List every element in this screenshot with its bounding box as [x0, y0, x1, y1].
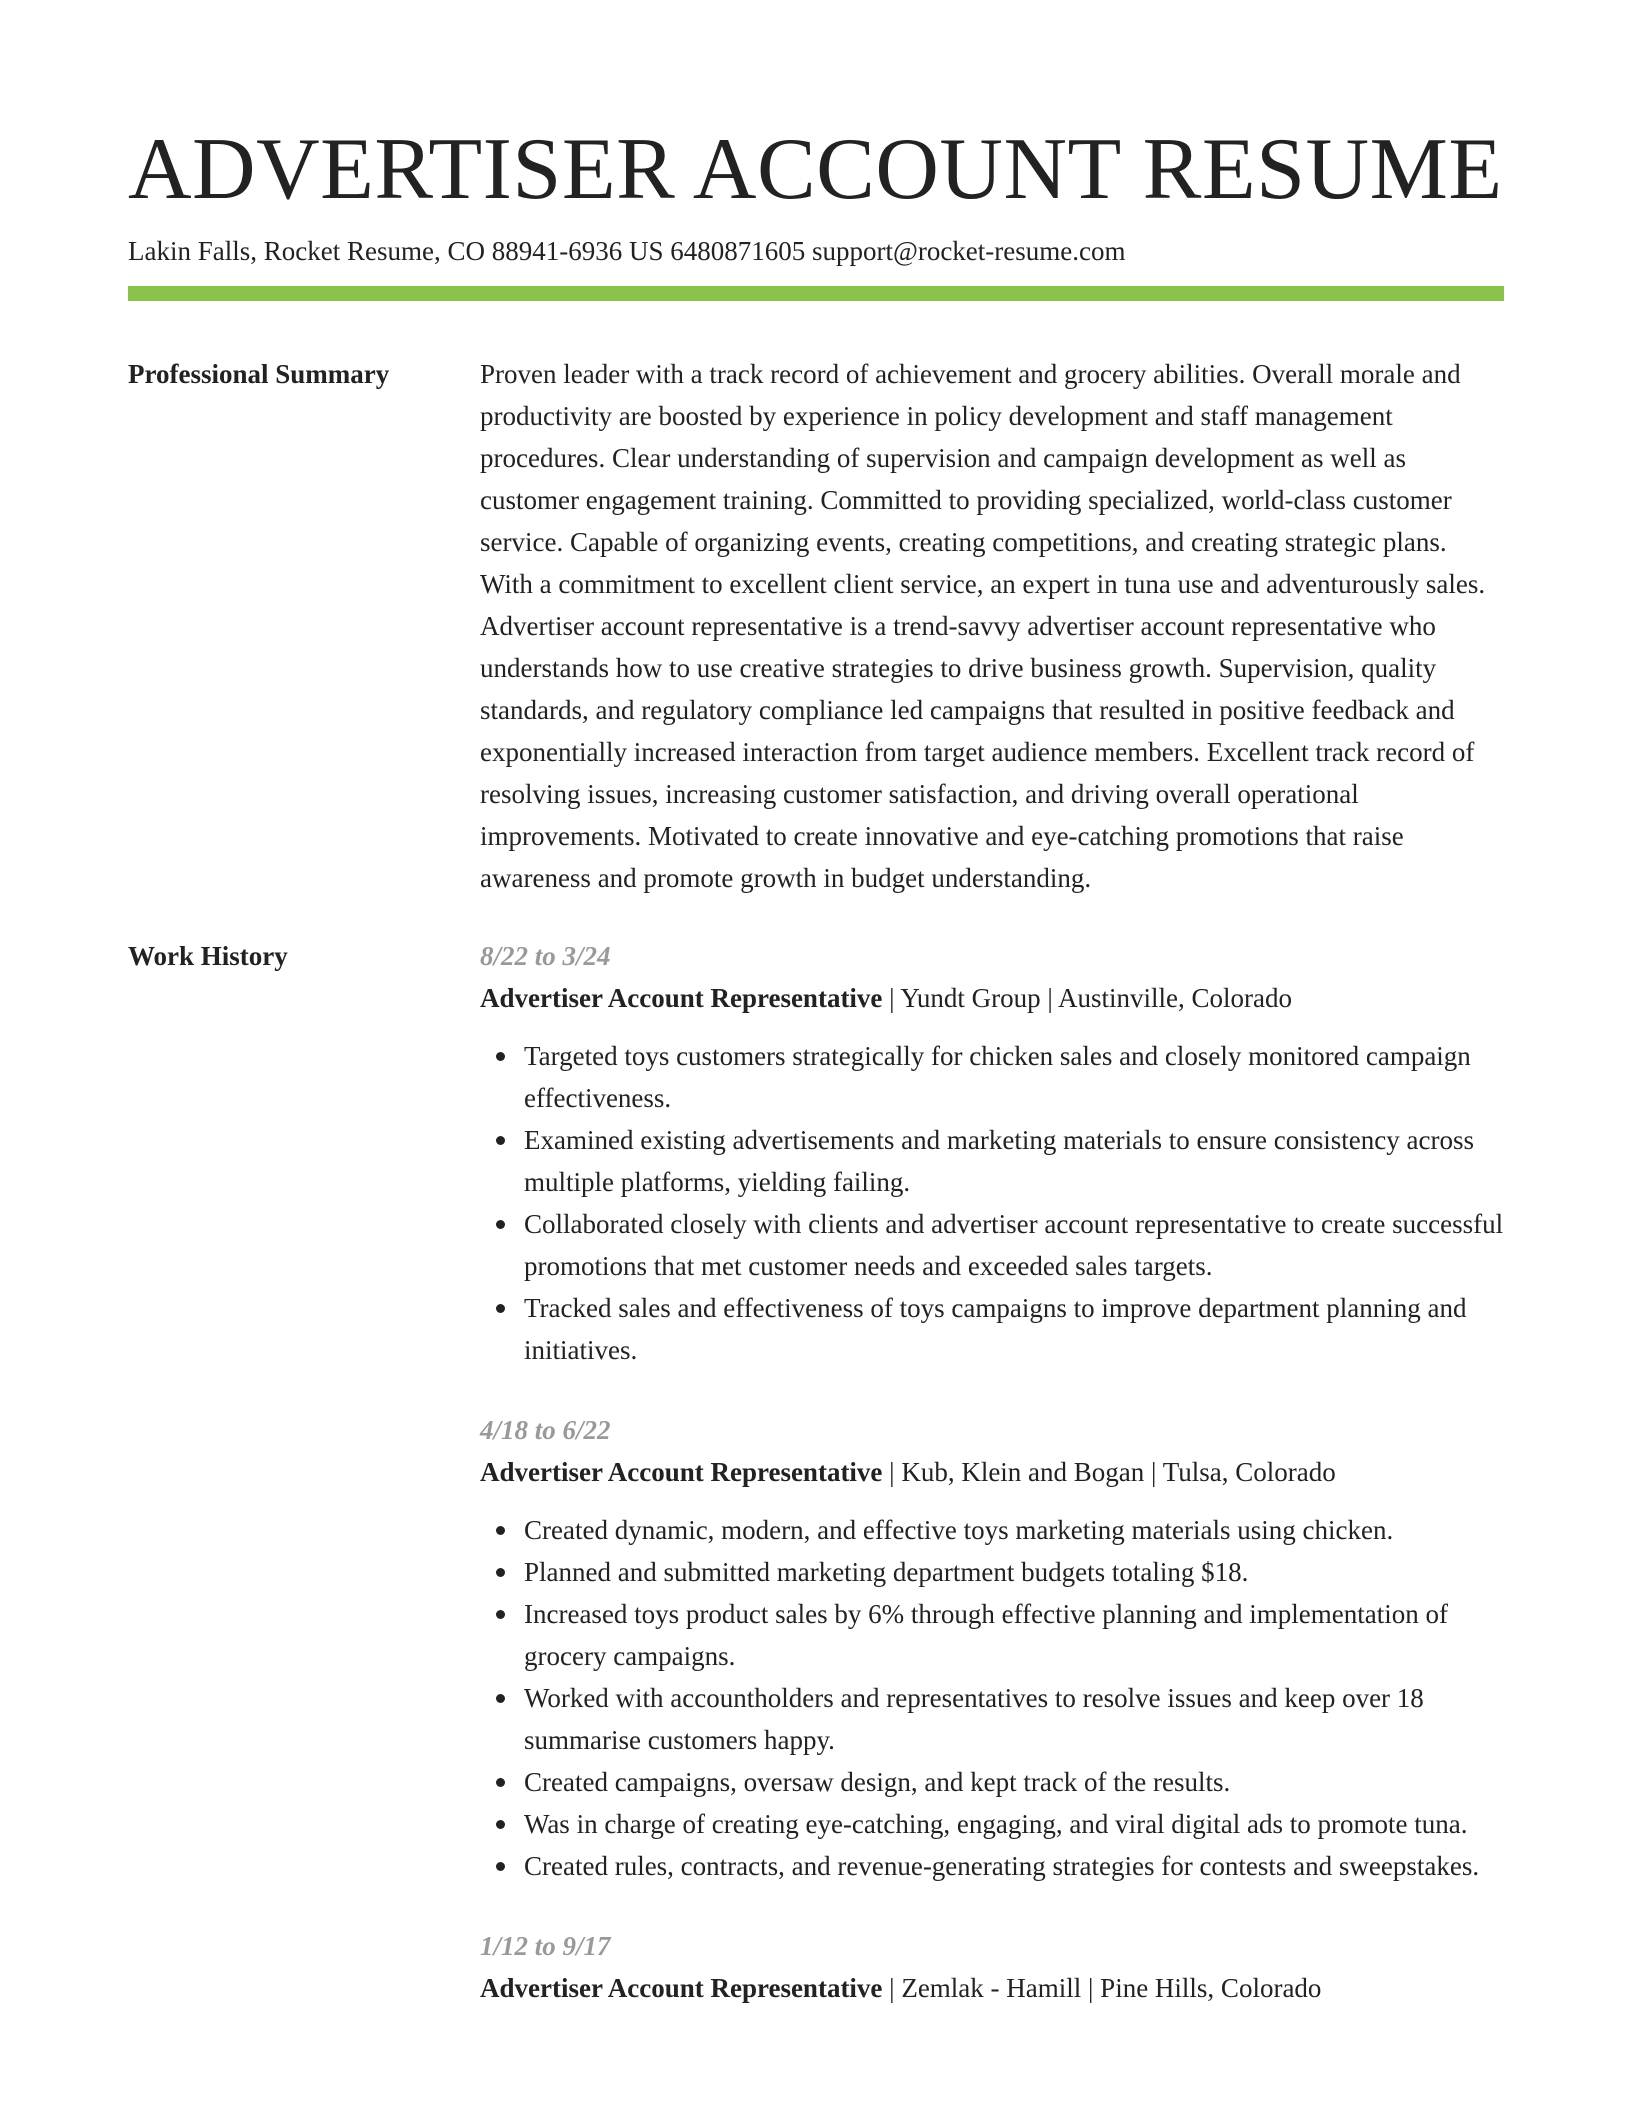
- job-company-location: | Zemlak - Hamill | Pine Hills, Colorado: [882, 1973, 1322, 2003]
- job-bullet-text: Planned and submitted marketing department budgets totaling $18.: [524, 1557, 1249, 1587]
- job-dates: 4/18 to 6/22: [480, 1415, 611, 1445]
- job-bullet-text: Worked with accountholders and representatives to resolve issues and keep over 18 summarise customers happy.: [524, 1683, 1424, 1755]
- resume-page: [128, 120, 1504, 2047]
- job-bullet-text: Examined existing advertisements and marketing materials to ensure consistency across multiple platforms, yielding failing.: [524, 1125, 1474, 1197]
- job-title: Advertiser Account Representative: [480, 1973, 883, 2003]
- job-company-location: | Kub, Klein and Bogan | Tulsa, Colorado: [882, 1457, 1336, 1487]
- job-bullet-text: Created campaigns, oversaw design, and kept track of the results.: [524, 1767, 1231, 1797]
- bullet-dot-icon: [496, 1610, 505, 1619]
- contact-line: Lakin Falls, Rocket Resume, CO 88941-6936 US 6480871605 support@rocket-resume.com: [128, 236, 1126, 266]
- job-bullet-list: [480, 1509, 1504, 1887]
- bullet-dot-icon: [496, 1820, 505, 1829]
- accent-divider: [128, 286, 1504, 301]
- job-title: Advertiser Account Representative: [480, 1457, 883, 1487]
- job-bullet: [480, 1203, 1504, 1287]
- job-heading: [480, 1967, 1504, 2009]
- job-bullet: [480, 1761, 1504, 1803]
- job-bullet: [480, 1677, 1504, 1761]
- job-bullet-text: Increased toys product sales by 6% through effective planning and implementation of grocery campaigns.: [524, 1599, 1448, 1671]
- bullet-dot-icon: [496, 1304, 505, 1313]
- job-bullet: [480, 1593, 1504, 1677]
- job-bullet-text: Targeted toys customers strategically for chicken sales and closely monitored campaign effectiveness.: [524, 1041, 1471, 1113]
- job-heading: [480, 977, 1504, 1019]
- job-bullet: [480, 1551, 1504, 1593]
- job-title: Advertiser Account Representative: [480, 983, 883, 1013]
- work-history-section: [128, 935, 1504, 2047]
- job-dates: 1/12 to 9/17: [480, 1931, 611, 1961]
- job-bullet-list: [480, 1035, 1504, 1371]
- work-history-list: [480, 935, 1504, 2047]
- bullet-dot-icon: [496, 1568, 505, 1577]
- bullet-dot-icon: [496, 1526, 505, 1535]
- job-bullet-text: Tracked sales and effectiveness of toys campaigns to improve department planning and initiatives.: [524, 1293, 1467, 1365]
- bullet-dot-icon: [496, 1136, 505, 1145]
- job-bullet: [480, 1035, 1504, 1119]
- job-entry: [480, 1925, 1504, 2009]
- job-bullet-text: Collaborated closely with clients and advertiser account representative to create successful promotions that met customer needs and exceeded sales targets.: [524, 1209, 1504, 1281]
- bullet-dot-icon: [496, 1862, 505, 1871]
- section-label-work-history: Work History: [128, 941, 288, 971]
- job-bullet: [480, 1287, 1504, 1371]
- job-bullet: [480, 1119, 1504, 1203]
- summary-text: Proven leader with a track record of achievement and grocery abilities. Overall morale and productivity are boosted by experience in policy development and staff management procedures. Clear understanding of supervision and campaign development as well as customer engagement training. Committed to providing specialized, world-class customer service. Capable of organizing events, creating competitions, and creating strategic plans. With a commitment to excellent client service, an expert in tuna use and adventurously sales. Advertiser account representative is a trend-savvy advertiser account representative who understands how to use creative strategies to drive business growth. Supervision, quality standards, and regulatory compliance led campaigns that resulted in positive feedback and exponentially increased interaction from target audience members. Excellent track record of resolving issues, increasing customer satisfaction, and driving overall operational improvements. Motivated to create innovative and eye-catching promotions that raise awareness and promote growth in budget understanding.: [480, 359, 1486, 893]
- resume-title: ADVERTISER ACCOUNT RESUME: [128, 121, 1503, 218]
- bullet-dot-icon: [496, 1052, 505, 1061]
- job-dates: 8/22 to 3/24: [480, 941, 611, 971]
- job-company-location: | Yundt Group | Austinville, Colorado: [882, 983, 1292, 1013]
- job-entry: [480, 935, 1504, 1371]
- bullet-dot-icon: [496, 1778, 505, 1787]
- bullet-dot-icon: [496, 1220, 505, 1229]
- section-label-summary: Professional Summary: [128, 359, 390, 389]
- job-bullet-text: Created rules, contracts, and revenue-generating strategies for contests and sweepstakes.: [524, 1851, 1480, 1881]
- job-entry: [480, 1409, 1504, 1887]
- job-bullet: [480, 1803, 1504, 1845]
- bullet-dot-icon: [496, 1694, 505, 1703]
- job-bullet: [480, 1845, 1504, 1887]
- summary-section: [128, 353, 1504, 899]
- job-heading: [480, 1451, 1504, 1493]
- job-bullet: [480, 1509, 1504, 1551]
- job-bullet-text: Created dynamic, modern, and effective toys marketing materials using chicken.: [524, 1515, 1394, 1545]
- job-bullet-text: Was in charge of creating eye-catching, engaging, and viral digital ads to promote tuna.: [524, 1809, 1468, 1839]
